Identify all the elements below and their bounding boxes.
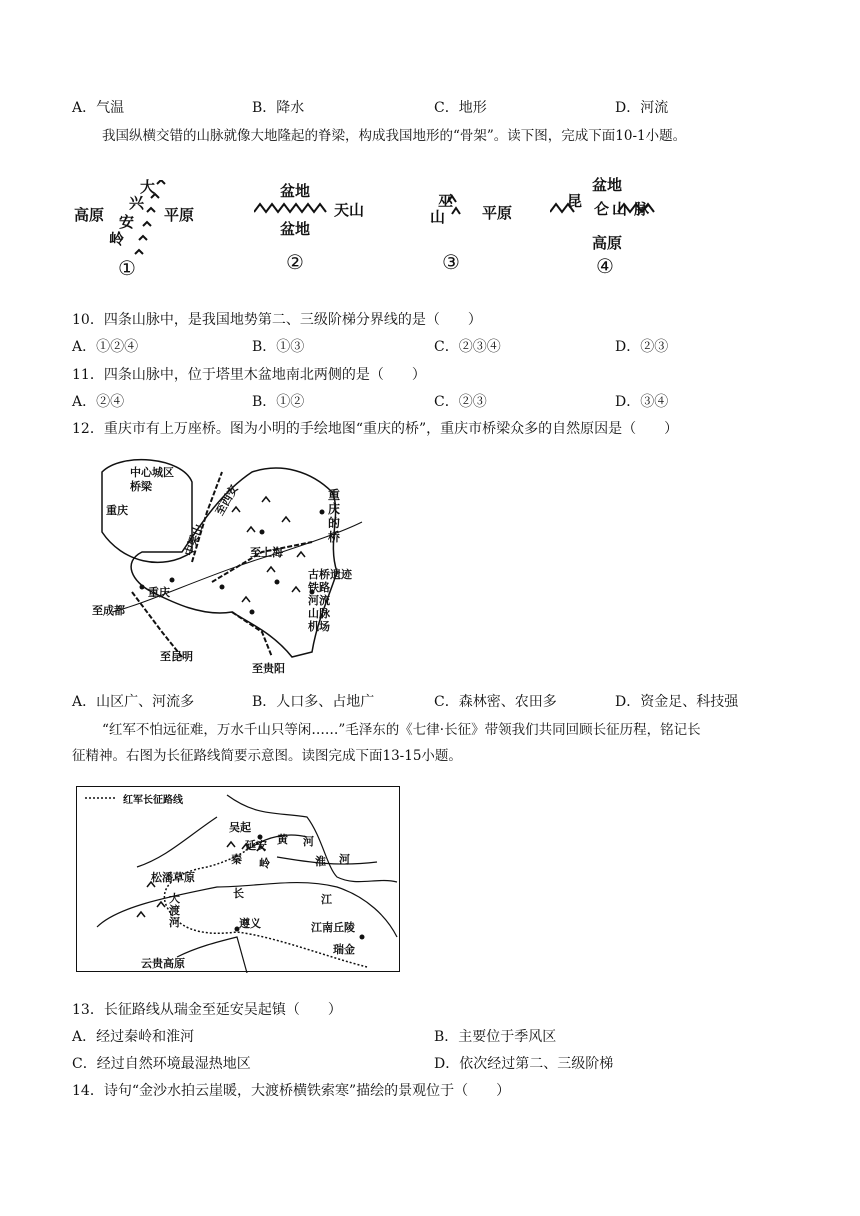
q11-option-b[interactable]: B．①②	[252, 394, 305, 410]
d1-char-ling: 岭	[109, 230, 125, 248]
huanghe-label-1: 黄	[277, 833, 288, 846]
q13-option-d[interactable]: D．依次经过第二、三级阶梯	[434, 1056, 614, 1072]
qinling-label-1: 秦	[231, 853, 242, 866]
changjiang-label-2: 江	[321, 893, 332, 906]
d4-top-basin: 盆地	[592, 176, 623, 194]
huaihe-label-2: 河	[339, 853, 350, 866]
q12-stem: 12．重庆市有上万座桥。图为小明的手绘地图“重庆的桥”，重庆市桥梁众多的自然原因是（ ）	[72, 421, 679, 437]
daduhe-label: 大 渡 河	[169, 892, 180, 929]
d3-pingyuan-label: 平原	[482, 204, 513, 222]
d3-number: ③	[442, 250, 460, 274]
q12-option-b[interactable]: B．人口多、占地广	[252, 694, 375, 710]
d1-mountain-icon	[127, 180, 167, 260]
d2-bottom-basin: 盆地	[280, 220, 311, 238]
q13-option-a[interactable]: A．经过秦岭和淮河	[72, 1029, 195, 1045]
q11-option-a[interactable]: A．②④	[72, 394, 125, 410]
d1-number: ①	[118, 256, 136, 280]
mountain-diagrams	[72, 170, 712, 290]
d4-gaoyuan-label: 高原	[592, 234, 623, 252]
ruijin-label: 瑞金	[333, 943, 355, 956]
inset-label-1: 中心城区	[130, 466, 174, 479]
d1-char-da: 大	[140, 178, 156, 196]
yungui-label: 云贵高原	[141, 957, 185, 970]
huanghe-label-2: 河	[303, 835, 314, 848]
longmarch-map	[76, 786, 400, 972]
mountains-intro: 我国纵横交错的山脉就像大地隆起的脊梁，构成我国地形的“骨架”。读下图，完成下面10-1小题。	[102, 128, 687, 144]
d4-char-shan: 山	[612, 200, 628, 218]
q11-option-c[interactable]: C．②③	[434, 394, 487, 410]
q11-option-d[interactable]: D．③④	[615, 394, 669, 410]
d3-char-shan: 山	[430, 208, 446, 226]
inset-chongqing-label: 重庆	[106, 504, 128, 517]
q10-option-d[interactable]: D．②③	[615, 339, 669, 355]
route-legend: 红军长征路线	[123, 795, 183, 806]
q10-option-b[interactable]: B．①③	[252, 339, 305, 355]
d1-char-xing: 兴	[129, 194, 145, 212]
q10-stem: 10．四条山脉中，是我国地势第二、三级阶梯分界线的是（ ）	[72, 312, 482, 328]
q9-option-b[interactable]: B．降水	[252, 100, 305, 116]
d4-char-kun: 昆	[567, 192, 583, 210]
q14-stem: 14．诗句“金沙水拍云崖暖，大渡桥横铁索寒”描绘的景观位于（ ）	[72, 1083, 511, 1099]
d3-char-wu: 巫	[438, 192, 454, 210]
q12-option-a[interactable]: A．山区广、河流多	[72, 694, 195, 710]
q12-option-c[interactable]: C．森林密、农田多	[434, 694, 557, 710]
chongqing-bridge-map	[82, 452, 372, 682]
q13-stem: 13．长征路线从瑞金至延安吴起镇（ ）	[72, 1002, 342, 1018]
q11-stem: 11．四条山脉中，位于塔里木盆地南北两侧的是（ ）	[72, 367, 426, 383]
q13-option-c[interactable]: C．经过自然环境最湿热地区	[72, 1056, 251, 1072]
d2-top-basin: 盆地	[280, 182, 311, 200]
d2-mountain-icon	[254, 202, 334, 214]
to-shanghai-label: 至上海	[250, 546, 283, 559]
d4-char-lun: 仑	[594, 200, 610, 218]
d1-pingyuan-label: 平原	[164, 206, 195, 224]
changjiang-label-1: 长	[233, 887, 244, 900]
zunyi-label: 遵义	[239, 917, 261, 930]
q9-option-c[interactable]: C．地形	[434, 100, 487, 116]
d4-number: ④	[596, 254, 614, 278]
longmarch-intro-1: “红军不怕远征难，万水千山只等闲……”毛泽东的《七律·长征》带领我们共同回顾长征历程，铭记长	[102, 722, 701, 738]
map-legend: 古桥遗迹 铁路 河流 山脉 机场	[308, 568, 352, 633]
to-guiyang-label: 至贵阳	[252, 662, 285, 675]
d1-char-an: 安	[119, 213, 135, 231]
to-kunming-label: 至昆明	[160, 650, 193, 663]
chongqing-city-label: 重庆	[148, 586, 170, 599]
zhongliangshan-label: 中梁山	[182, 522, 206, 558]
d4-char-mai: 脉	[634, 200, 650, 218]
qinling-label-2: 岭	[259, 857, 270, 870]
to-chengdu-label: 至成都	[92, 604, 125, 617]
map-title: 重 庆 的 桥	[328, 488, 341, 544]
q12-option-d[interactable]: D．资金足、科技强	[615, 694, 739, 710]
q10-option-a[interactable]: A．①②④	[72, 339, 139, 355]
to-xian-label: 至西安	[213, 482, 241, 518]
d3-mountain-icon	[446, 192, 466, 222]
longmarch-intro-2: 征精神。右图为长征路线简要示意图。读图完成下面13-15小题。	[72, 748, 462, 764]
jiangnan-label: 江南丘陵	[311, 921, 355, 934]
yanan-label: 延安	[245, 839, 267, 852]
q13-option-b[interactable]: B．主要位于季风区	[434, 1029, 557, 1045]
d2-tianshan-label: 天山	[334, 201, 365, 219]
d1-gaoyuan-label: 高原	[74, 206, 105, 224]
d2-number: ②	[286, 250, 304, 274]
songpan-label: 松潘草原	[151, 871, 195, 884]
huaihe-label-1: 淮	[315, 855, 326, 868]
q9-option-a[interactable]: A．气温	[72, 100, 125, 116]
wuqi-label: 吴起	[229, 821, 251, 834]
q9-option-d[interactable]: D．河流	[615, 100, 669, 116]
q10-option-c[interactable]: C．②③④	[434, 339, 501, 355]
inset-label-2: 桥梁	[130, 480, 152, 493]
